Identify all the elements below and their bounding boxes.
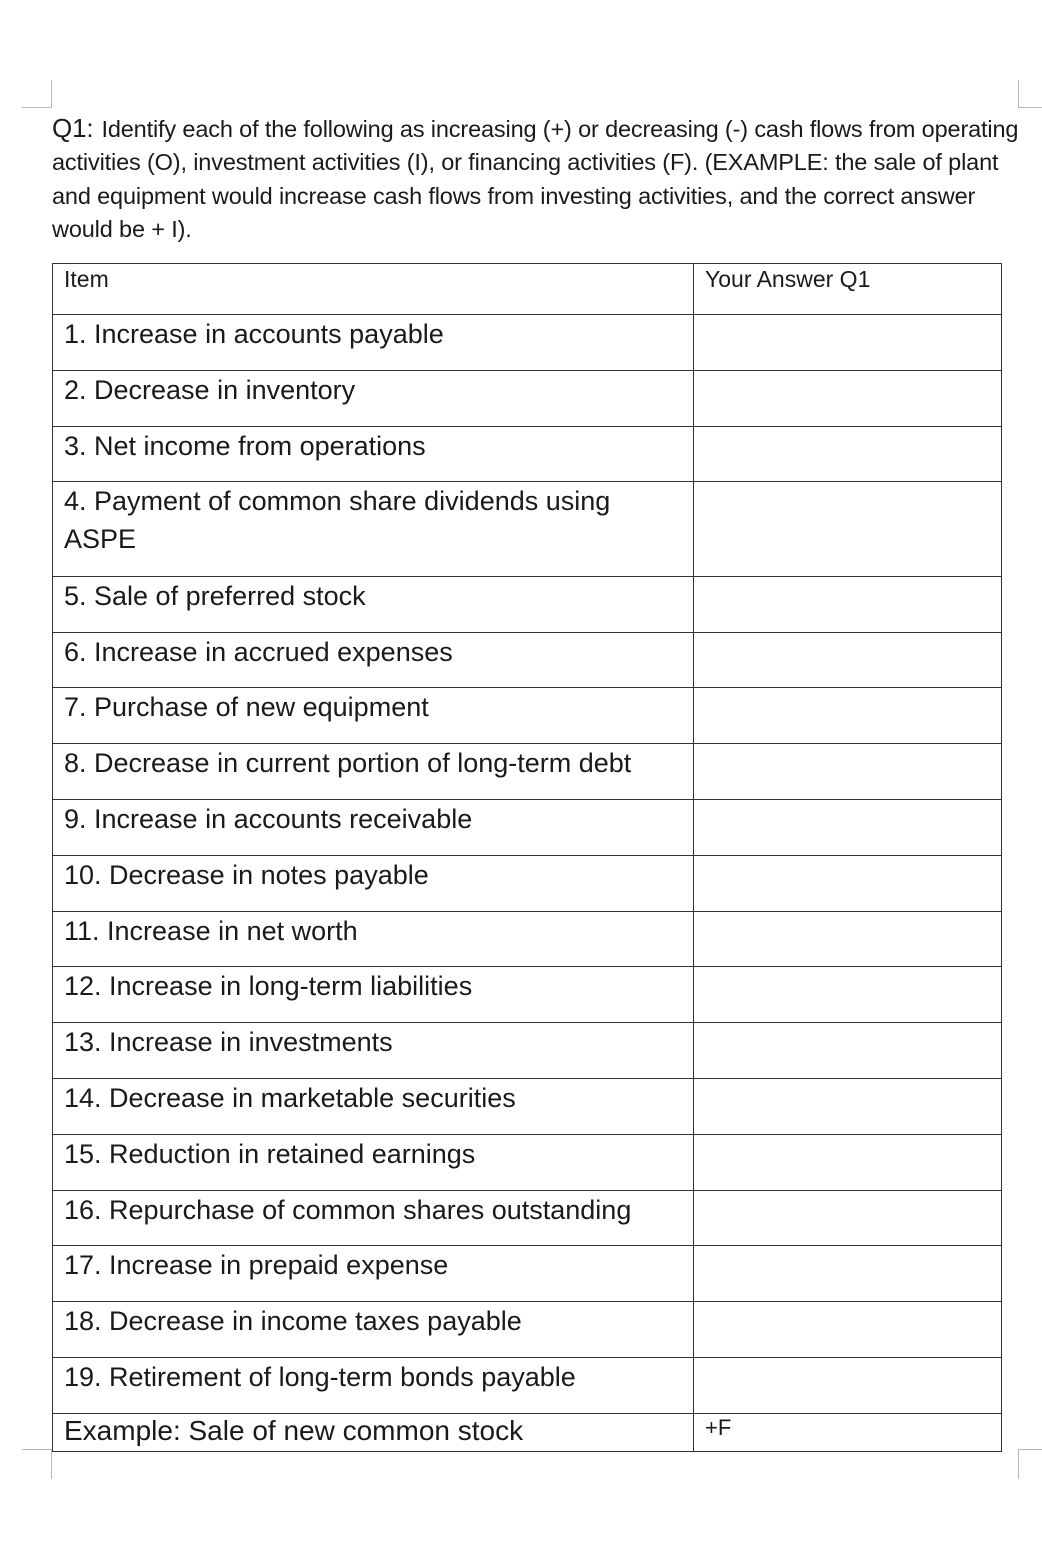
answer-cell[interactable]: [694, 800, 1002, 856]
question-label: Q1:: [52, 113, 94, 143]
item-cell: 6. Increase in accrued expenses: [53, 632, 694, 688]
answer-column-header: Your Answer Q1: [694, 264, 1002, 315]
table-row: [53, 576, 1002, 632]
crop-mark-top-left-h: [22, 107, 51, 108]
question-block: [52, 112, 1027, 246]
question-text: Identify each of the following as increasing (+) or decreasing (-) cash flows from operating activities (O), investment activities (I), or financing activities (F). (EXAMPLE: the sale of plant and equipment would increase cash flows from investing activities, and the correct answer would be + I).: [52, 116, 1019, 242]
item-cell: 18. Decrease in income taxes payable: [53, 1302, 694, 1358]
answer-cell[interactable]: [694, 967, 1002, 1023]
item-cell: 8. Decrease in current portion of long-term debt: [53, 744, 694, 800]
crop-mark-bottom-left-h: [22, 1449, 51, 1450]
answer-cell[interactable]: [694, 632, 1002, 688]
answer-cell[interactable]: [694, 1302, 1002, 1358]
table-row: [53, 744, 1002, 800]
answer-cell[interactable]: [694, 744, 1002, 800]
item-cell: 7. Purchase of new equipment: [53, 688, 694, 744]
table-row: [53, 911, 1002, 967]
answer-cell[interactable]: [694, 426, 1002, 482]
table-row: [53, 1079, 1002, 1135]
crop-mark-top-right-v: [1018, 80, 1019, 108]
answer-cell[interactable]: [694, 855, 1002, 911]
table-row: [53, 482, 1002, 577]
item-cell: 2. Decrease in inventory: [53, 370, 694, 426]
table-row: [53, 967, 1002, 1023]
example-row: [53, 1413, 1002, 1452]
table-row: [53, 315, 1002, 371]
item-cell: 1. Increase in accounts payable: [53, 315, 694, 371]
example-item-cell: Example: Sale of new common stock: [53, 1413, 694, 1452]
table-row: [53, 855, 1002, 911]
crop-mark-top-right-h: [1018, 107, 1042, 108]
item-cell: 17. Increase in prepaid expense: [53, 1246, 694, 1302]
table-row: [53, 688, 1002, 744]
item-cell: 12. Increase in long-term liabilities: [53, 967, 694, 1023]
answer-cell[interactable]: [694, 576, 1002, 632]
answer-cell[interactable]: [694, 1358, 1002, 1414]
crop-mark-bottom-left-v: [51, 1449, 52, 1479]
table-row: [53, 632, 1002, 688]
item-cell: 4. Payment of common share dividends using ASPE: [53, 482, 694, 577]
item-cell: 19. Retirement of long-term bonds payable: [53, 1358, 694, 1414]
item-cell: 10. Decrease in notes payable: [53, 855, 694, 911]
table-row: [53, 1246, 1002, 1302]
answer-cell[interactable]: [694, 315, 1002, 371]
table-row: [53, 1302, 1002, 1358]
table-header-row: [53, 264, 1002, 315]
answer-cell[interactable]: [694, 688, 1002, 744]
answer-cell[interactable]: [694, 1079, 1002, 1135]
item-cell: 3. Net income from operations: [53, 426, 694, 482]
item-cell: 14. Decrease in marketable securities: [53, 1079, 694, 1135]
answer-cell[interactable]: [694, 1190, 1002, 1246]
item-cell: 15. Reduction in retained earnings: [53, 1134, 694, 1190]
answer-table: [52, 263, 1002, 1452]
table-row: [53, 370, 1002, 426]
item-cell: 11. Increase in net worth: [53, 911, 694, 967]
answer-cell[interactable]: [694, 482, 1002, 577]
item-cell: 13. Increase in investments: [53, 1023, 694, 1079]
answer-cell[interactable]: [694, 1246, 1002, 1302]
table-row: [53, 1190, 1002, 1246]
answer-cell[interactable]: [694, 911, 1002, 967]
crop-mark-top-left-v: [51, 80, 52, 108]
table-row: [53, 426, 1002, 482]
crop-mark-bottom-right-v: [1018, 1449, 1019, 1479]
item-cell: 9. Increase in accounts receivable: [53, 800, 694, 856]
crop-mark-bottom-right-h: [1018, 1449, 1042, 1450]
answer-cell[interactable]: [694, 1134, 1002, 1190]
example-answer-cell: +F: [694, 1413, 1002, 1452]
table-row: [53, 800, 1002, 856]
item-cell: 16. Repurchase of common shares outstanding: [53, 1190, 694, 1246]
table-row: [53, 1358, 1002, 1414]
answer-cell[interactable]: [694, 1023, 1002, 1079]
table-row: [53, 1134, 1002, 1190]
table-row: [53, 1023, 1002, 1079]
answer-cell[interactable]: [694, 370, 1002, 426]
item-cell: 5. Sale of preferred stock: [53, 576, 694, 632]
item-column-header: Item: [53, 264, 694, 315]
